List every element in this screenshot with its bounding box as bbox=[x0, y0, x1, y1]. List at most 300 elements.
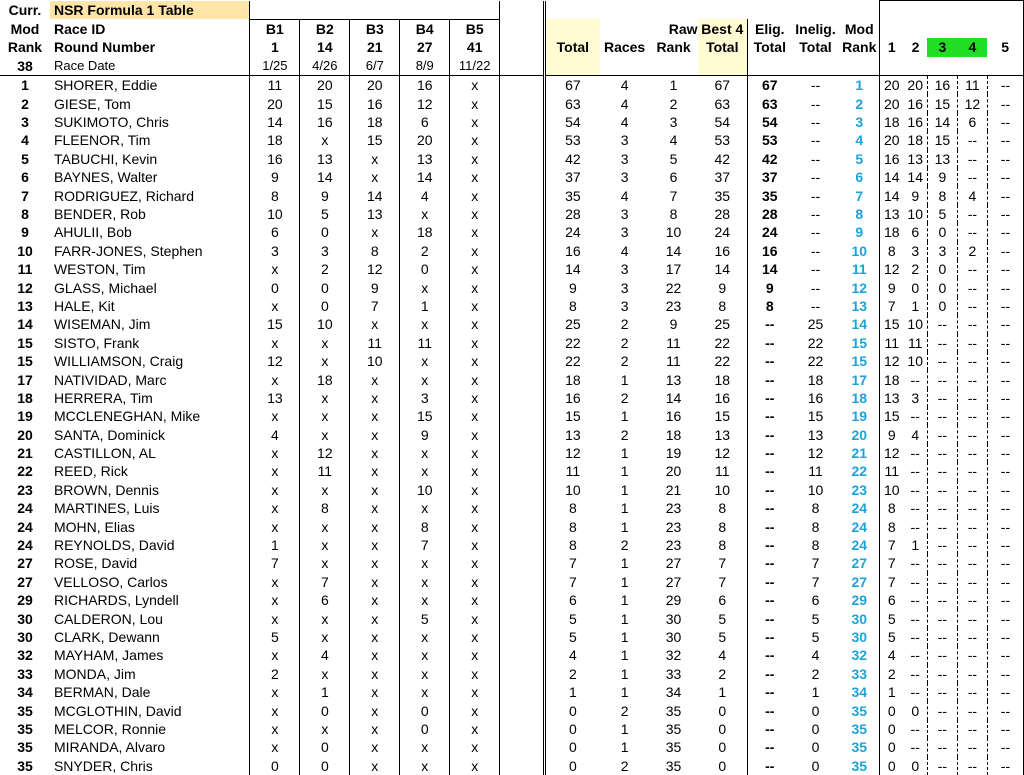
inelig-total: 10 bbox=[807, 481, 824, 498]
pos3-points: -- bbox=[927, 609, 957, 627]
b5-points: x bbox=[450, 757, 500, 775]
race-b4-id: B4 bbox=[400, 19, 450, 38]
pos4-points: -- bbox=[957, 628, 987, 646]
spacer bbox=[500, 168, 545, 186]
total-points: 67 bbox=[545, 76, 600, 95]
table-row bbox=[0, 444, 1024, 462]
mod-rank: 9 bbox=[855, 224, 864, 241]
rank: 35 bbox=[17, 702, 33, 719]
elig-total: -- bbox=[748, 352, 792, 370]
pos1-points: 7 bbox=[879, 554, 903, 572]
elig-total: -- bbox=[748, 536, 792, 554]
b2-points: x bbox=[300, 481, 350, 499]
b3-points: x bbox=[350, 701, 400, 719]
b4-points: x bbox=[400, 278, 450, 296]
total-points: 54 bbox=[545, 113, 600, 131]
b3-points: x bbox=[350, 168, 400, 186]
pos1-points: 0 bbox=[879, 701, 903, 719]
pos5-points: -- bbox=[987, 591, 1023, 609]
b5-points: x bbox=[450, 150, 500, 168]
table-row bbox=[0, 297, 1024, 315]
inelig-total: -- bbox=[810, 205, 821, 222]
table-row bbox=[0, 205, 1024, 223]
best4-total: 5 bbox=[718, 628, 727, 645]
spacer bbox=[500, 370, 545, 388]
b2-points: 6 bbox=[300, 591, 350, 609]
rank: 6 bbox=[21, 169, 29, 186]
b3-points: x bbox=[350, 370, 400, 388]
pos1-points: 14 bbox=[879, 168, 903, 186]
spacer bbox=[500, 315, 545, 333]
b3-points: x bbox=[350, 591, 400, 609]
b5-points: x bbox=[450, 444, 500, 462]
best4-total: 35 bbox=[714, 187, 731, 204]
pos1-points: 2 bbox=[879, 665, 903, 683]
b5-points: x bbox=[450, 315, 500, 333]
race-b3-round: 21 bbox=[350, 38, 400, 56]
b3-points: x bbox=[350, 573, 400, 591]
total-points: 22 bbox=[545, 352, 600, 370]
driver-name: TABUCHI, Kevin bbox=[53, 150, 158, 167]
pos2-points: 9 bbox=[911, 187, 920, 204]
inelig-total: -- bbox=[810, 114, 821, 131]
races: 1 bbox=[620, 684, 629, 701]
driver-name: BAYNES, Walter bbox=[53, 169, 158, 186]
driver-name: RODRIGUEZ, Richard bbox=[53, 187, 194, 204]
mod-rank: 35 bbox=[851, 757, 868, 774]
inelig-total: 25 bbox=[807, 316, 824, 333]
table-row bbox=[0, 536, 1024, 554]
elig-total: 37 bbox=[748, 168, 792, 186]
b4-points: 13 bbox=[400, 150, 450, 168]
races: 1 bbox=[620, 500, 629, 517]
pos3-points: -- bbox=[927, 334, 957, 352]
b5-points: x bbox=[450, 131, 500, 149]
total-points: 0 bbox=[545, 701, 600, 719]
spacer bbox=[500, 536, 545, 554]
pos1-points: 13 bbox=[879, 389, 903, 407]
pos1-points: 1 bbox=[879, 683, 903, 701]
pos1-points: 13 bbox=[879, 205, 903, 223]
pos3-points: -- bbox=[927, 536, 957, 554]
best4-total-label: Total bbox=[698, 38, 748, 56]
b4-points: x bbox=[400, 205, 450, 223]
total-points: 5 bbox=[545, 609, 600, 627]
b5-points: x bbox=[450, 76, 500, 95]
b1-points: x bbox=[250, 370, 300, 388]
b2-points: 8 bbox=[300, 499, 350, 517]
total-points: 42 bbox=[545, 150, 600, 168]
b1-points: x bbox=[250, 462, 300, 480]
inelig-total: 4 bbox=[811, 647, 820, 664]
mod-rank: 27 bbox=[851, 555, 868, 572]
best4-total: 0 bbox=[718, 739, 727, 756]
header-row-2 bbox=[0, 19, 1024, 38]
raw-rank: 35 bbox=[665, 702, 682, 719]
pos3-points: -- bbox=[927, 481, 957, 499]
pos3-points: -- bbox=[927, 444, 957, 462]
best4-total: 10 bbox=[714, 481, 731, 498]
spacer bbox=[500, 646, 545, 664]
pos2-points: -- bbox=[910, 555, 920, 572]
best4-total: 63 bbox=[714, 95, 731, 112]
races: 3 bbox=[620, 132, 629, 149]
b4-points: x bbox=[400, 628, 450, 646]
b2-points: x bbox=[300, 536, 350, 554]
pos1-points: 11 bbox=[879, 334, 903, 352]
b4-points: 4 bbox=[400, 186, 450, 204]
pos4-points: -- bbox=[957, 150, 987, 168]
raw-rank: 35 bbox=[665, 720, 682, 737]
pos3-points: 15 bbox=[927, 131, 957, 149]
elig-total: -- bbox=[748, 665, 792, 683]
pos2-points: 10 bbox=[907, 205, 923, 222]
spacer bbox=[500, 389, 545, 407]
rank: 20 bbox=[17, 426, 33, 443]
header-row-3 bbox=[0, 38, 1024, 56]
pos5-points: -- bbox=[987, 242, 1023, 260]
rank: 1 bbox=[21, 77, 29, 94]
pos2-points: 11 bbox=[907, 334, 923, 351]
raw-rank: 18 bbox=[665, 426, 682, 443]
b4-points: x bbox=[400, 370, 450, 388]
b2-points: 4 bbox=[300, 646, 350, 664]
inelig-total: -- bbox=[810, 150, 821, 167]
spacer bbox=[500, 554, 545, 572]
b2-points: 0 bbox=[300, 701, 350, 719]
b3-points: x bbox=[350, 407, 400, 425]
b5-points: x bbox=[450, 352, 500, 370]
races: 1 bbox=[620, 739, 629, 756]
pos5-points: -- bbox=[987, 297, 1023, 315]
pos2-points: 0 bbox=[911, 279, 920, 296]
pos4-points: -- bbox=[957, 389, 987, 407]
b5-points: x bbox=[450, 242, 500, 260]
pos5-points: -- bbox=[987, 389, 1023, 407]
b1-points: 18 bbox=[250, 131, 300, 149]
pos4-points: -- bbox=[957, 573, 987, 591]
inelig-total: 12 bbox=[807, 445, 824, 462]
spacer bbox=[500, 150, 545, 168]
b1-points: 3 bbox=[250, 242, 300, 260]
total-points: 28 bbox=[545, 205, 600, 223]
spacer bbox=[500, 205, 545, 223]
pos1-points: 15 bbox=[879, 407, 903, 425]
pos5-points: -- bbox=[987, 554, 1023, 572]
race-b1-id: B1 bbox=[250, 19, 300, 38]
inelig-total: 0 bbox=[811, 702, 820, 719]
b3-points: x bbox=[350, 720, 400, 738]
raw-rank: 3 bbox=[669, 114, 678, 131]
b1-points: 5 bbox=[250, 628, 300, 646]
pos5-points: -- bbox=[987, 113, 1023, 131]
table-row bbox=[0, 628, 1024, 646]
driver-name: WISEMAN, Jim bbox=[53, 316, 151, 333]
races: 2 bbox=[620, 353, 629, 370]
b5-points: x bbox=[450, 407, 500, 425]
b5-points: x bbox=[450, 260, 500, 278]
table-row bbox=[0, 683, 1024, 701]
pos3-points: -- bbox=[927, 517, 957, 535]
b5-points: x bbox=[450, 536, 500, 554]
pos3-points: -- bbox=[927, 701, 957, 719]
pos3-points: 0 bbox=[927, 278, 957, 296]
races: 4 bbox=[620, 77, 629, 94]
b5-points: x bbox=[450, 297, 500, 315]
pos3-points: -- bbox=[927, 315, 957, 333]
b1-points: x bbox=[250, 334, 300, 352]
pos2-points: -- bbox=[910, 408, 920, 425]
raw-rank: 9 bbox=[669, 316, 678, 333]
pos2-points: -- bbox=[910, 573, 920, 590]
spacer bbox=[500, 334, 545, 352]
b4-points: x bbox=[400, 573, 450, 591]
mod-rank: 35 bbox=[851, 702, 868, 719]
b5-points: x bbox=[450, 591, 500, 609]
best4-label: Best 4 bbox=[698, 19, 748, 38]
raw-rank: 5 bbox=[669, 150, 678, 167]
spacer bbox=[500, 444, 545, 462]
rank: 4 bbox=[21, 132, 29, 149]
best4-total: 18 bbox=[714, 371, 731, 388]
pos1-points: 18 bbox=[879, 370, 903, 388]
table-row bbox=[0, 757, 1024, 775]
races: 3 bbox=[620, 261, 629, 278]
driver-name: REED, Rick bbox=[53, 463, 128, 480]
rank: 29 bbox=[17, 592, 33, 609]
total-points: 1 bbox=[545, 683, 600, 701]
b2-points: 7 bbox=[300, 573, 350, 591]
spacer bbox=[500, 720, 545, 738]
b4-points: 8 bbox=[400, 517, 450, 535]
b4-points: x bbox=[400, 315, 450, 333]
total-points: 0 bbox=[545, 738, 600, 756]
inelig-total: -- bbox=[810, 132, 821, 149]
elig-total: -- bbox=[748, 701, 792, 719]
b3-points: x bbox=[350, 683, 400, 701]
b1-points: 7 bbox=[250, 554, 300, 572]
pos3-points: -- bbox=[927, 462, 957, 480]
elig-total: -- bbox=[748, 573, 792, 591]
total-points: 2 bbox=[545, 665, 600, 683]
b1-points: 11 bbox=[250, 76, 300, 95]
b1-points: 0 bbox=[250, 278, 300, 296]
inelig-total: 0 bbox=[811, 739, 820, 756]
races: 1 bbox=[620, 628, 629, 645]
spacer bbox=[500, 609, 545, 627]
mod-rank: 3 bbox=[855, 114, 864, 131]
b3-points: 13 bbox=[350, 205, 400, 223]
spacer bbox=[500, 278, 545, 296]
best4-total: 12 bbox=[714, 445, 731, 462]
b2-points: 9 bbox=[300, 186, 350, 204]
rank-label: Rank bbox=[7, 39, 43, 56]
elig-total: -- bbox=[748, 554, 792, 572]
total-points: 16 bbox=[545, 389, 600, 407]
driver-name: BENDER, Rob bbox=[53, 205, 146, 222]
b2-points: x bbox=[300, 517, 350, 535]
b1-points: x bbox=[250, 260, 300, 278]
total-points: 63 bbox=[545, 94, 600, 112]
b4-points: 9 bbox=[400, 425, 450, 443]
pos1-points: 20 bbox=[879, 131, 903, 149]
driver-name: WESTON, Tim bbox=[53, 261, 146, 278]
b4-points: 6 bbox=[400, 113, 450, 131]
pos5-points: -- bbox=[987, 352, 1023, 370]
b1-points: 9 bbox=[250, 168, 300, 186]
raw-rank: 10 bbox=[665, 224, 682, 241]
b1-points: x bbox=[250, 407, 300, 425]
spacer bbox=[500, 481, 545, 499]
raw-rank: 27 bbox=[665, 555, 682, 572]
elig-total: -- bbox=[748, 389, 792, 407]
b4-points: x bbox=[400, 462, 450, 480]
pos2-points: 13 bbox=[907, 150, 923, 167]
inelig-total: 11 bbox=[808, 463, 823, 480]
inelig-total: 6 bbox=[811, 592, 820, 609]
raw-rank: 17 bbox=[665, 261, 682, 278]
standings-rows bbox=[0, 76, 1024, 775]
mod-rank: 15 bbox=[851, 353, 868, 370]
total-points: 8 bbox=[545, 536, 600, 554]
elig-total: -- bbox=[748, 720, 792, 738]
b3-points: x bbox=[350, 738, 400, 756]
races: 1 bbox=[620, 592, 629, 609]
pos4-points: -- bbox=[957, 517, 987, 535]
raw-rank: 1 bbox=[669, 77, 678, 94]
b3-points: x bbox=[350, 315, 400, 333]
b5-points: x bbox=[450, 701, 500, 719]
pos4-points: -- bbox=[957, 297, 987, 315]
b5-points: x bbox=[450, 646, 500, 664]
pos4-points: -- bbox=[957, 444, 987, 462]
pos2-points: 1 bbox=[911, 537, 920, 554]
inelig-total: 2 bbox=[811, 665, 820, 682]
elig-total: 54 bbox=[748, 113, 792, 131]
total-points: 53 bbox=[545, 131, 600, 149]
rank: 19 bbox=[17, 408, 33, 425]
pos1-points: 5 bbox=[879, 628, 903, 646]
b3-points: x bbox=[350, 499, 400, 517]
b1-points: x bbox=[250, 444, 300, 462]
b5-points: x bbox=[450, 113, 500, 131]
pos5-points: -- bbox=[987, 186, 1023, 204]
pos4-points: -- bbox=[957, 738, 987, 756]
races: 1 bbox=[620, 573, 629, 590]
pos3-points: 3 bbox=[927, 242, 957, 260]
inelig-total: 15 bbox=[807, 408, 824, 425]
table-row bbox=[0, 370, 1024, 388]
pos3-points: -- bbox=[927, 352, 957, 370]
mod-rank: 11 bbox=[851, 261, 867, 278]
b3-points: x bbox=[350, 609, 400, 627]
table-row bbox=[0, 186, 1024, 204]
mod-rank-sub-label: Rank bbox=[842, 39, 877, 56]
inelig-total: -- bbox=[810, 261, 821, 278]
driver-name: MAYHAM, James bbox=[53, 647, 164, 664]
total-points: 5 bbox=[545, 628, 600, 646]
pos4-points: 11 bbox=[957, 76, 987, 95]
inelig-total: 22 bbox=[807, 353, 824, 370]
raw-rank: 23 bbox=[665, 518, 682, 535]
rank: 15 bbox=[17, 334, 33, 351]
inelig-total: 22 bbox=[807, 334, 824, 351]
table-row bbox=[0, 499, 1024, 517]
best4-total: 1 bbox=[718, 684, 727, 701]
b4-points: 11 bbox=[400, 334, 450, 352]
pos4-points: -- bbox=[957, 334, 987, 352]
mod-rank: 17 bbox=[851, 371, 868, 388]
best4-total: 13 bbox=[714, 426, 731, 443]
b1-points: 4 bbox=[250, 425, 300, 443]
b4-points: 5 bbox=[400, 609, 450, 627]
mod-rank: 24 bbox=[851, 537, 868, 554]
table-row bbox=[0, 223, 1024, 241]
rank: 15 bbox=[17, 353, 33, 370]
inelig-total: 18 bbox=[807, 371, 824, 388]
b3-points: x bbox=[350, 462, 400, 480]
elig-label: Elig. bbox=[748, 19, 792, 38]
b2-points: 0 bbox=[300, 738, 350, 756]
pos1-points: 8 bbox=[879, 499, 903, 517]
pos4-points: -- bbox=[957, 554, 987, 572]
pos2-points: 6 bbox=[911, 224, 920, 241]
inelig-total: 13 bbox=[807, 426, 824, 443]
b1-points: x bbox=[250, 297, 300, 315]
rank: 35 bbox=[17, 720, 33, 737]
b3-points: x bbox=[350, 646, 400, 664]
pos1-points: 20 bbox=[879, 94, 903, 112]
b5-points: x bbox=[450, 609, 500, 627]
inelig-total: 5 bbox=[811, 610, 820, 627]
spacer bbox=[500, 665, 545, 683]
b3-points: 16 bbox=[350, 94, 400, 112]
b5-points: x bbox=[450, 517, 500, 535]
mod-rank: 8 bbox=[855, 205, 864, 222]
pos4-points: -- bbox=[957, 352, 987, 370]
mod-rank: 35 bbox=[851, 720, 868, 737]
driver-name: SISTO, Frank bbox=[53, 334, 140, 351]
rank: 24 bbox=[17, 518, 33, 535]
b2-points: 0 bbox=[300, 297, 350, 315]
b4-points: 12 bbox=[400, 94, 450, 112]
b3-points: x bbox=[350, 481, 400, 499]
pos2-points: 0 bbox=[911, 757, 920, 774]
raw-rank: 16 bbox=[665, 408, 682, 425]
pos5-points: -- bbox=[987, 517, 1023, 535]
spacer bbox=[500, 260, 545, 278]
total-points: 13 bbox=[545, 425, 600, 443]
races: 2 bbox=[620, 334, 629, 351]
raw-rank: 27 bbox=[665, 573, 682, 590]
b2-points: 10 bbox=[300, 315, 350, 333]
inelig-total: -- bbox=[810, 224, 821, 241]
pos5-points: -- bbox=[987, 646, 1023, 664]
pos5-points: -- bbox=[987, 407, 1023, 425]
b3-points: x bbox=[350, 554, 400, 572]
pos5-points: -- bbox=[987, 444, 1023, 462]
rank: 2 bbox=[21, 95, 29, 112]
table-row bbox=[0, 609, 1024, 627]
elig-total: -- bbox=[748, 517, 792, 535]
spacer bbox=[500, 573, 545, 591]
races-label: Races bbox=[603, 39, 646, 56]
pos2-points: 1 bbox=[911, 297, 920, 314]
b3-points: x bbox=[350, 517, 400, 535]
best4-total: 8 bbox=[718, 500, 727, 517]
pos1-points: 8 bbox=[879, 242, 903, 260]
races: 3 bbox=[620, 279, 629, 296]
